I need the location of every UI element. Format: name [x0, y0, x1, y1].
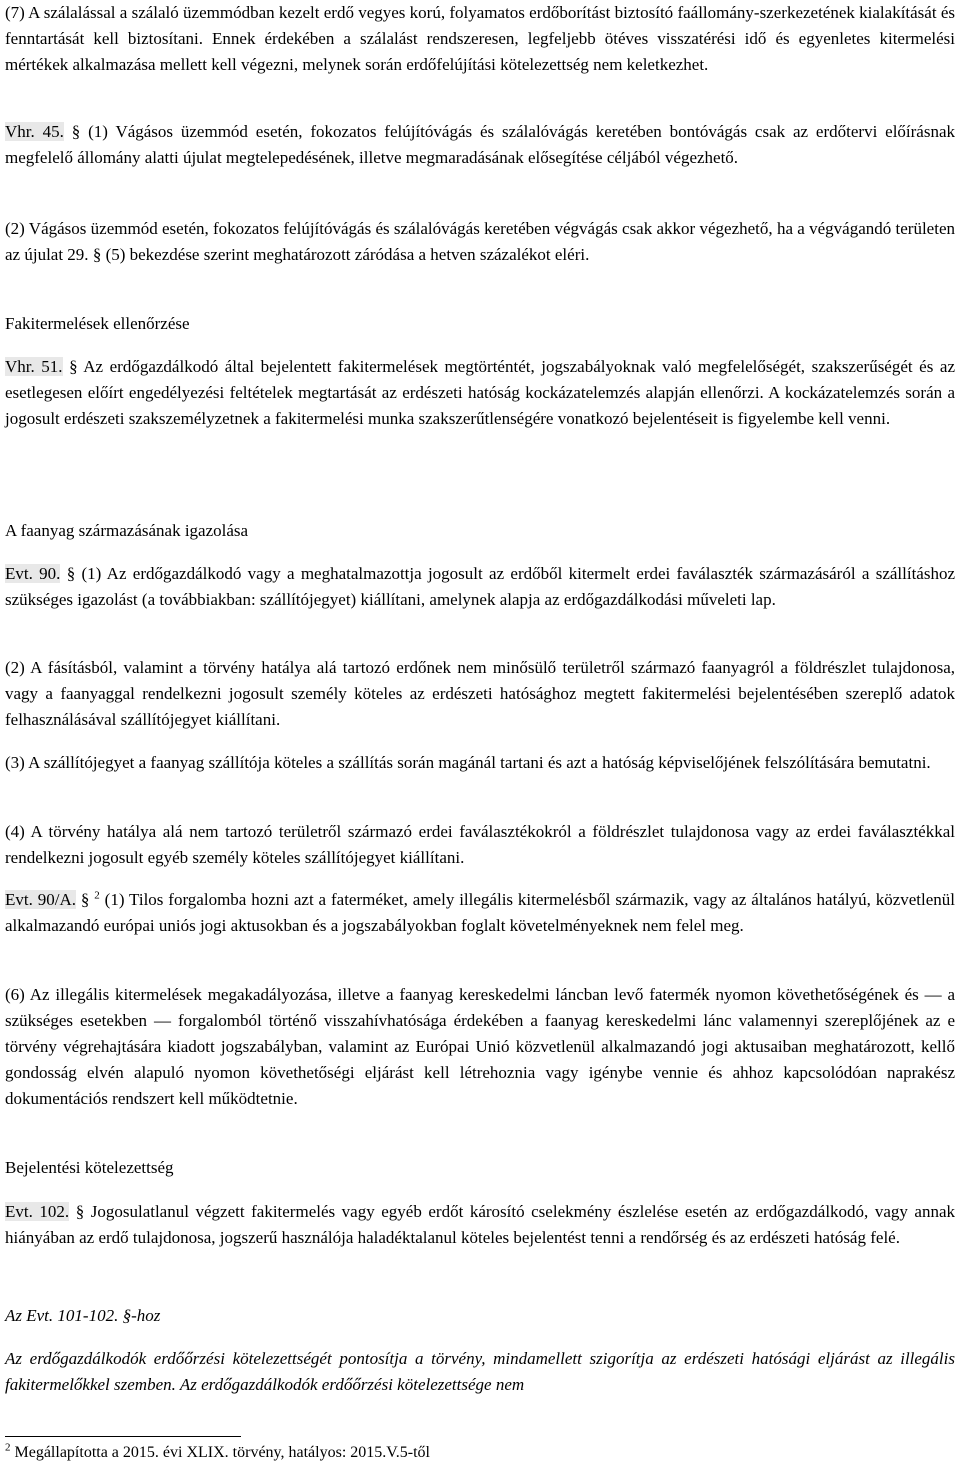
paragraph-text	[5, 1155, 955, 1181]
paragraph-text	[5, 655, 955, 733]
paragraph-text	[5, 1346, 955, 1398]
text-run: (4) A törvény hatálya alá nem tartozó területről származó erdei faválasztékokról a földrészlet tulajdonosa vagy az erdei faválasztékkal rendelkezni jogosult egyéb személy köteles szállítójegyet kiállítani.	[5, 822, 955, 867]
paragraph-text	[5, 216, 955, 268]
law-reference: Evt. 102.	[5, 1202, 70, 1221]
paragraph-text	[5, 354, 955, 432]
footnote	[5, 1443, 430, 1463]
heading-bejelentesi-kotelezettseg	[5, 1155, 955, 1181]
footnote-marker: 2	[5, 1441, 11, 1454]
text-run: (1) Az erdőgazdálkodó vagy a meghatalmazottja jogosult az erdőből kitermelt erdei faválaszték származásáról a szállításhoz szükséges igazolást (a továbbiakban: szállítójegyet) kiállítani, amelynek alapja az erdőgazdálkodási műveleti lap.	[5, 564, 956, 609]
law-reference: Vhr. 45.	[5, 122, 64, 141]
text-run: Fakitermelések ellenőrzése	[5, 314, 190, 333]
footnote-ref: 2	[94, 889, 100, 902]
vhr-45-para-1	[5, 119, 955, 171]
text-run: (3) A szállítójegyet a faanyag szállítója köteles a szállítás során magánál tartani és azt a hatóság képviselőjének felszólítására bemutatni.	[5, 753, 931, 772]
evt-90a-para-6	[5, 982, 955, 1112]
text-run: (6) Az illegális kitermelések megakadályozása, illetve a faanyag kereskedelmi láncban levő fatermék nyomon követhetőségének és — a szükséges esetekben — forgalomból történő visszahívhatósága érdekében a faanyag kereskedelmi lánc valamennyi szereplőjének az e törvény végrehajtására kiadott jogszabályban, valamint az Európai Unió közvetlenül alkalmazandó jogi aktusaiban meghatározott, kellő gondosság elvén alapuló nyomon követhetőségi eljárást kell létrehoznia vagy igénybe vennie és ahhoz kapcsolódóan naprakész dokumentációs rendszert kell működtetnie.	[5, 985, 955, 1108]
heading-evt-101-102	[5, 1303, 955, 1329]
evt-90-para-2	[5, 655, 955, 733]
law-reference: Evt. 90/A.	[5, 890, 76, 909]
law-reference: Evt. 90.	[5, 564, 61, 583]
text-run: (1) Tilos forgalomba hozni azt a faterméket, amely illegális kitermelésből származik, vagy az általános hatályú, közvetlenül alkalmazandó európai uniós jogi aktusokban és a jogszabályokban foglalt követelményeknek nem felel meg.	[5, 890, 956, 935]
vhr-51-para	[5, 354, 955, 432]
paragraph-text	[5, 887, 955, 939]
section-sign: §	[66, 564, 76, 583]
footnote-divider	[5, 1436, 241, 1437]
section-sign: §	[71, 122, 81, 141]
text-run	[64, 122, 72, 141]
text-run: (2) Vágásos üzemmód esetén, fokozatos felújítóvágás és szálalóvágás keretében végvágás csak akkor végezhető, ha a végvágandó területen az újulat 29.	[5, 219, 955, 264]
text-run: A faanyag származásának igazolása	[5, 521, 249, 540]
text-run: Az erdőgazdálkodó által bejelentett fakitermelések megtörténtét, jogszabályoknak való megfelelőségét, szakszerűségét és az esetlegesen előírt engedélyezési feltételek megtartását az erdészeti hatóság kockázatelemzés alapján ellenőrzi. A kockázatelemzés során a jogosult erdészeti szakszemélyzetnek a fakitermelési munka szakszerűtlenségére vonatkozó bejelentéseit is figyelembe kell venni.	[5, 357, 955, 428]
paragraph-text	[5, 561, 955, 613]
commentary-para	[5, 1346, 955, 1398]
text-run: (2) A fásításból, valamint a törvény hatálya alá tartozó erdőnek nem minősülő területről származó faanyagról a földrészlet tulajdonosa, vagy a faanyaggal rendelkezni jogosult személy köteles az erdészeti hatósághoz megtett fakitermelési bejelentésében szereplő adatok felhasználásával szállítójegyet kiállítani.	[5, 658, 955, 729]
paragraph-text	[5, 119, 955, 171]
section-sign: §	[92, 245, 102, 264]
evt-102-para	[5, 1199, 955, 1251]
footnote-text: Megállapította a 2015. évi XLIX. törvény, hatályos: 2015.V.5-től	[10, 1444, 430, 1461]
paragraph-text	[5, 518, 955, 544]
evt-90-para-3	[5, 750, 955, 776]
text-run: (1) Vágásos üzemmód esetén, fokozatos felújítóvágás és szálalóvágás keretében bontóvágás csak az erdőtervi előírásnak megfelelő állomány alatti újulat megtelepedésének, illetve megmaradásának elősegítése céljából végezhető.	[5, 122, 956, 167]
section-sign: §	[80, 890, 90, 909]
text-run: (5) bekezdése szerint meghatározott záródása a hetven százalékot eléri.	[101, 245, 590, 264]
evt-90-para-1	[5, 561, 955, 613]
vhr-45-para-2	[5, 216, 955, 268]
section-sign: §	[75, 1202, 85, 1221]
paragraph-text	[5, 311, 955, 337]
law-reference: Vhr. 51.	[5, 357, 63, 376]
text-run: Az Evt. 101-102. §-hoz	[5, 1306, 161, 1325]
text-run: Az erdőgazdálkodók erdőőrzési kötelezettségét pontosítja a törvény, mindamellett szigorítja az erdészeti hatósági eljárást az illegális fakitermelőkkel szemben. Az erdőgazdálkodók erdőőrzési kötelezettsége nem	[5, 1349, 955, 1394]
paragraph-text	[5, 819, 955, 871]
evt-90a-para-1	[5, 887, 955, 939]
section-sign: §	[69, 357, 78, 376]
paragraph-text	[5, 1199, 955, 1251]
heading-fakitermelesek-ellenorzese	[5, 311, 955, 337]
paragraph-text	[5, 1303, 955, 1329]
text-run: Bejelentési kötelezettség	[5, 1158, 174, 1177]
paragraph-text	[5, 750, 955, 776]
paragraph-text	[5, 982, 955, 1112]
text-run: (7) A szálalással a szálaló üzemmódban kezelt erdő vegyes korú, folyamatos erdőborítást biztosító faállomány-szerkezetének kialakítását és fenntartását kell biztosítani. Ennek érdekében a szálalást rendszeresen, legfeljebb ötéves visszatérési idő és egyenletes kitermelési mértékek alkalmazása mellett kell végezni, melynek során erdőfelújítási kötelezettség nem keletkezhet.	[5, 3, 955, 74]
paragraph-7	[5, 0, 955, 78]
text-run: Jogosulatlanul végzett fakitermelés vagy egyéb erdőt károsító cselekmény észlelése esetén az erdőgazdálkodó, vagy annak hiányában az erdő tulajdonosa, jogszerű használója haladéktalanul köteles bejelentést tenni a rendőrség és az erdészeti hatóság felé.	[5, 1202, 956, 1247]
paragraph-text	[5, 0, 955, 78]
heading-faanyag-szarmazasa	[5, 518, 955, 544]
evt-90-para-4	[5, 819, 955, 871]
